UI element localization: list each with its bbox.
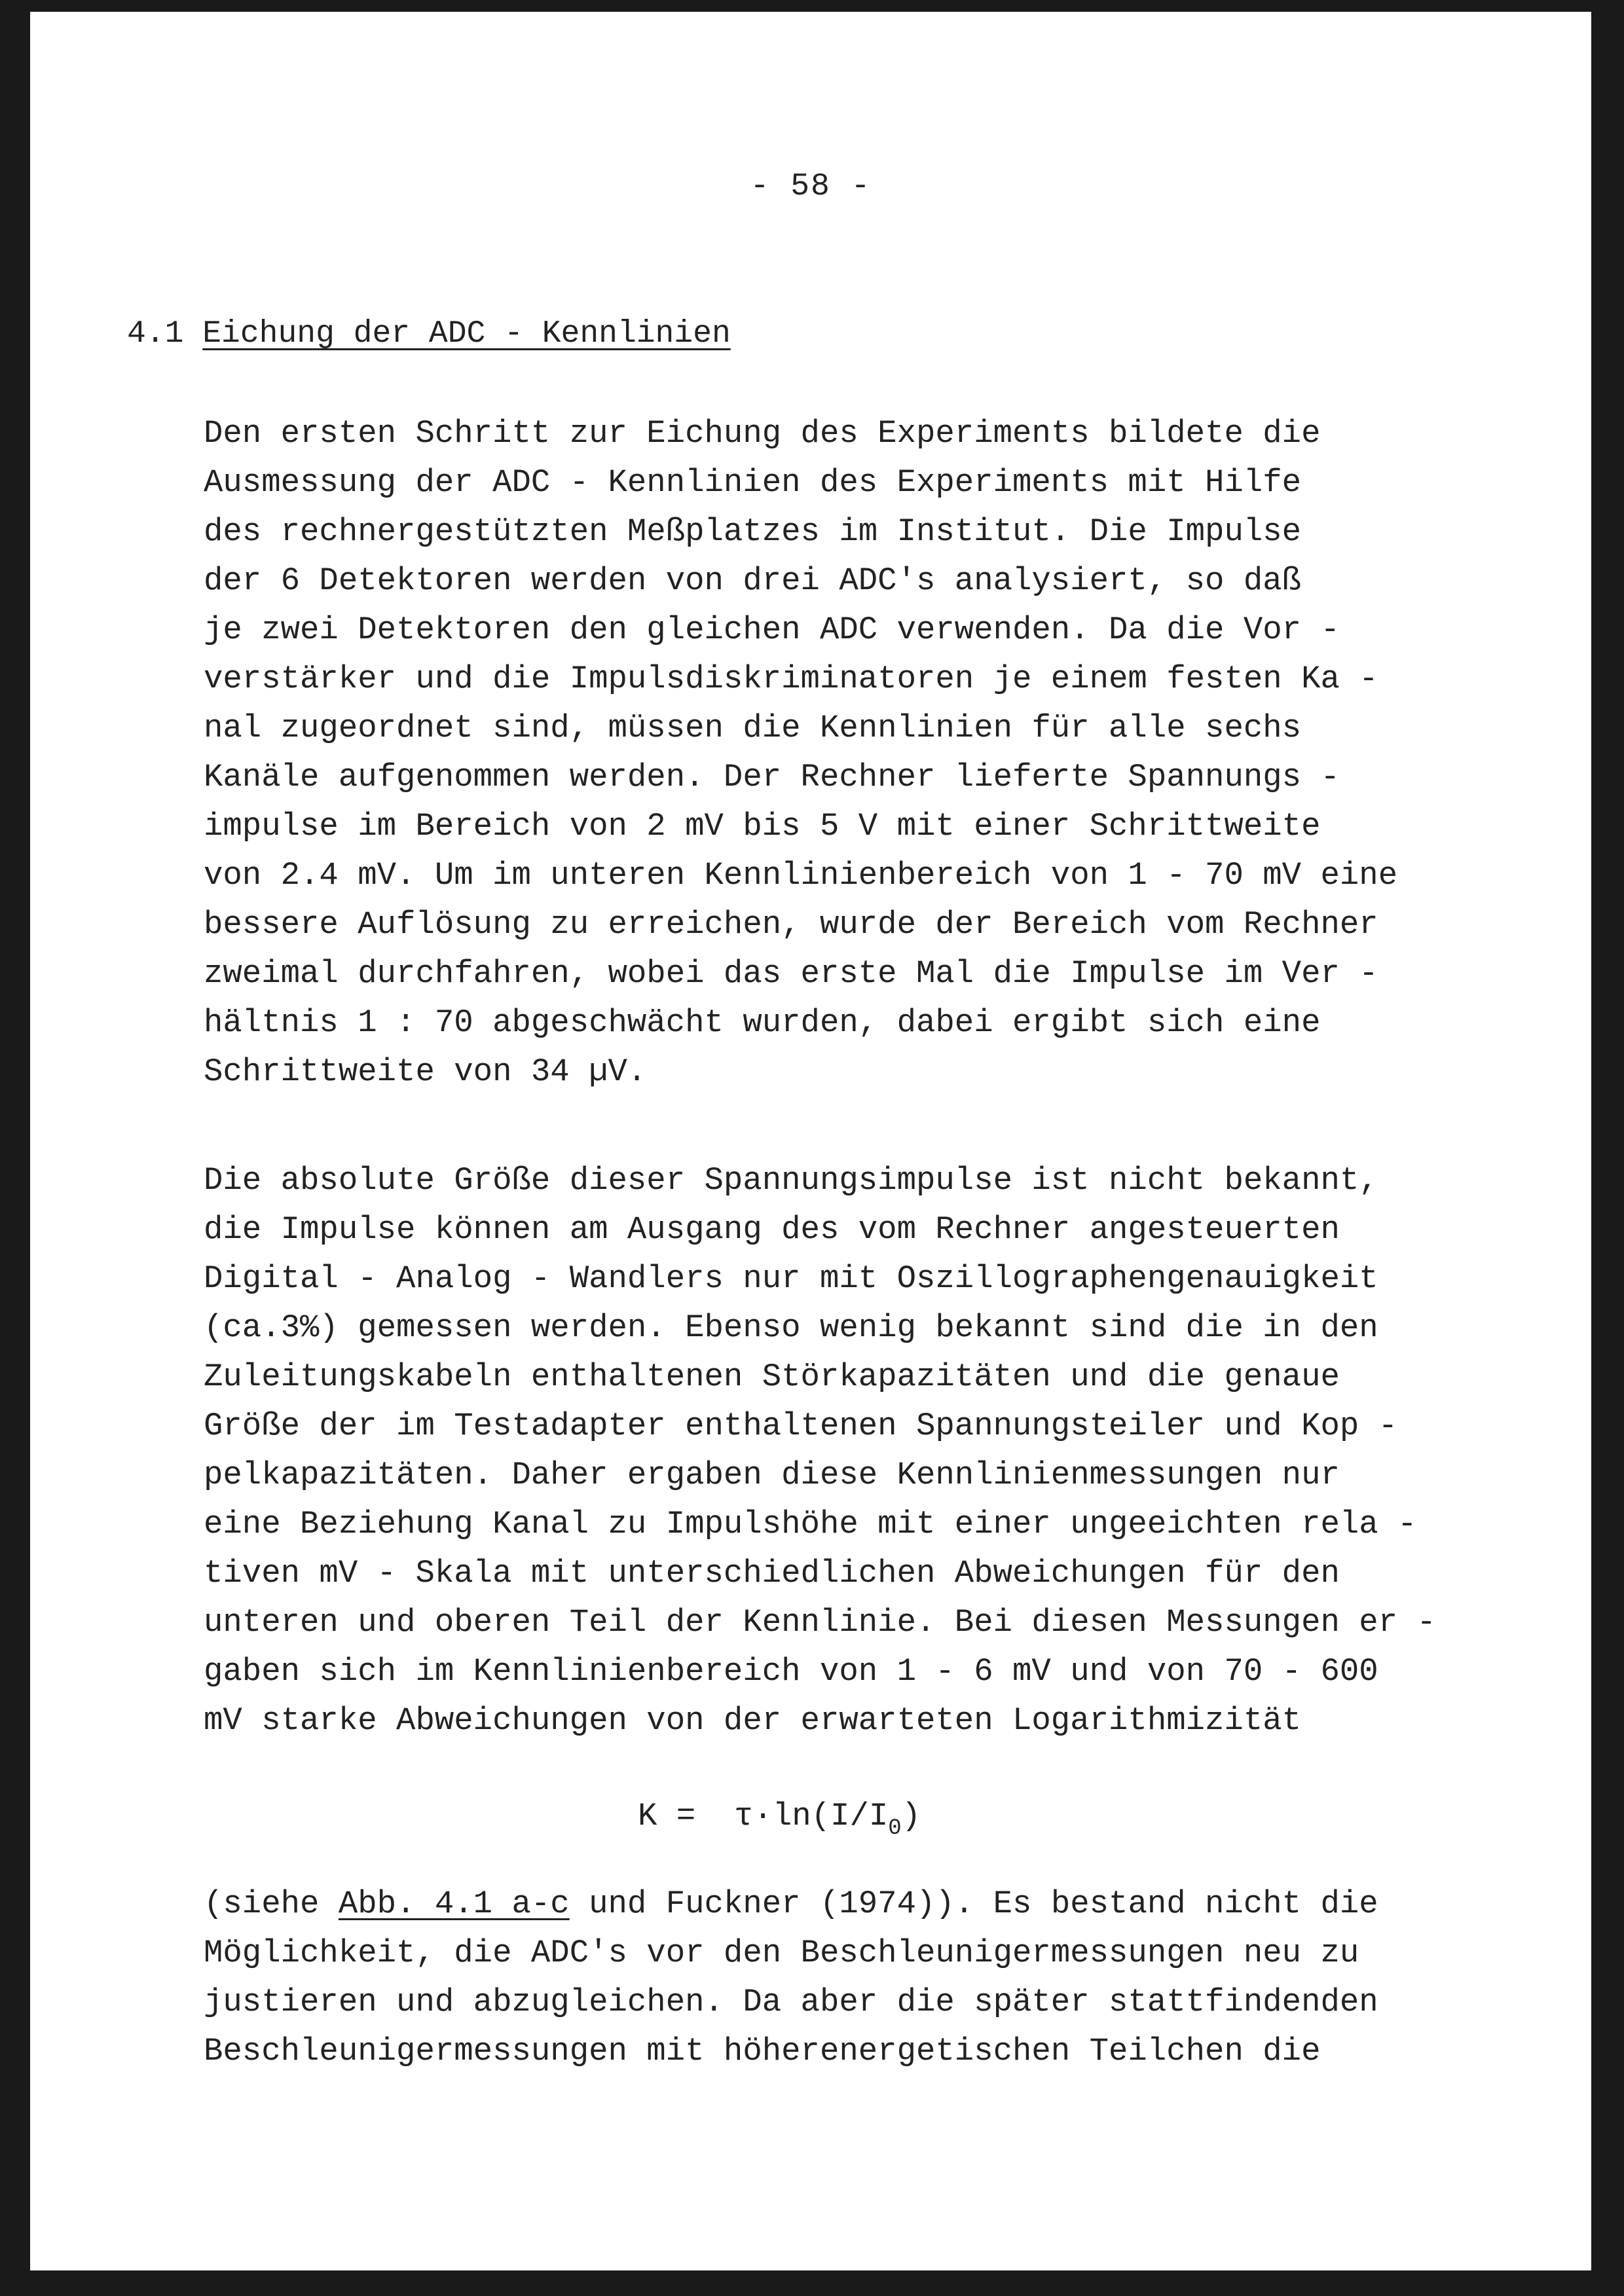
text-fragment: und Fuckner (1974)). Es bestand nicht die [569,1886,1378,1922]
text-line: zweimal durchfahren, wobei das erste Mal die Impulse im Ver - [204,955,1378,992]
formula-subscript: 0 [888,1816,902,1841]
figure-reference-link[interactable]: Abb. 4.1 a-c [338,1886,570,1922]
formula-rhs: τ·ln(I/I [734,1798,889,1834]
text-line: nal zugeordnet sind, müssen die Kennlinien für alle sechs [204,710,1302,746]
text-line: je zwei Detektoren den gleichen ADC verwenden. Da die Vor - [204,611,1340,648]
text-line: der 6 Detektoren werden von drei ADC's analysiert, so daß [204,562,1302,599]
text-line: Kanäle aufgenommen werden. Der Rechner lieferte Spannungs - [204,759,1340,795]
text-line: unteren und oberen Teil der Kennlinie. Bei diesen Messungen er - [204,1604,1436,1641]
text-line: von 2.4 mV. Um im unteren Kennlinienbereich von 1 - 70 mV eine [204,857,1398,894]
text-line: verstärker und die Impulsdiskriminatoren je einem festen Ka - [204,661,1378,697]
section-heading [127,316,731,352]
text-line: Beschleunigermessungen mit höherenergetischen Teilchen die [204,2033,1321,2069]
text-line: (ca.3%) gemessen werden. Ebenso wenig bekannt sind die in den [204,1309,1378,1346]
text-line: Digital - Analog - Wandlers nur mit Oszillographengenauigkeit [204,1260,1378,1297]
text-line: eine Beziehung Kanal zu Impulshöhe mit einer ungeeichten rela - [204,1506,1417,1542]
text-line: gaben sich im Kennlinienbereich von 1 - 6 mV und von 70 - 600 [204,1653,1378,1690]
text-fragment: (siehe [204,1886,339,1922]
text-line: Ausmessung der ADC - Kennlinien des Experiments mit Hilfe [204,464,1302,501]
text-line: Die absolute Größe dieser Spannungsimpulse ist nicht bekannt, [204,1162,1378,1199]
text-line: Zuleitungskabeln enthaltenen Störkapazitäten und die genaue [204,1358,1340,1395]
formula-lhs: K = [638,1798,696,1834]
text-line: Schrittweite von 34 µV. [204,1053,647,1090]
text-line: mV starke Abweichungen von der erwarteten Logarithmizität [204,1702,1302,1739]
text-line: impulse im Bereich von 2 mV bis 5 V mit einer Schrittweite [204,808,1321,845]
paragraph-pulse-size [204,1156,1436,1745]
page-number: - 58 - [750,169,872,204]
text-line: pelkapazitäten. Daher ergaben diese Kennlinienmessungen nur [204,1457,1340,1493]
document-page [30,12,1591,2270]
text-line: bessere Auflösung zu erreichen, wurde der Bereich vom Rechner [204,906,1378,943]
text-line: Den ersten Schritt zur Eichung des Experiments bildete die [204,415,1321,452]
formula-logarithmicity [638,1798,921,1841]
section-number: 4.1 [127,316,184,352]
formula-close: ) [901,1798,921,1834]
paragraph-adc-adjustment [204,1880,1378,2076]
text-line: hältnis 1 : 70 abgeschwächt wurden, dabei ergibt sich eine [204,1004,1321,1041]
text-line: die Impulse können am Ausgang des vom Rechner angesteuerten [204,1211,1340,1248]
paragraph-adc-calibration [204,409,1397,1097]
section-title: Eichung der ADC - Kennlinien [202,316,731,352]
text-line: Möglichkeit, die ADC's vor den Beschleunigermessungen neu zu [204,1935,1359,1971]
text-line: Größe der im Testadapter enthaltenen Spannungsteiler und Kop - [204,1408,1398,1444]
text-line [204,1880,1378,1929]
text-line: justieren und abzugleichen. Da aber die später stattfindenden [204,1984,1378,2020]
text-line: des rechnergestützten Meßplatzes im Institut. Die Impulse [204,513,1302,550]
text-line: tiven mV - Skala mit unterschiedlichen Abweichungen für den [204,1555,1340,1592]
